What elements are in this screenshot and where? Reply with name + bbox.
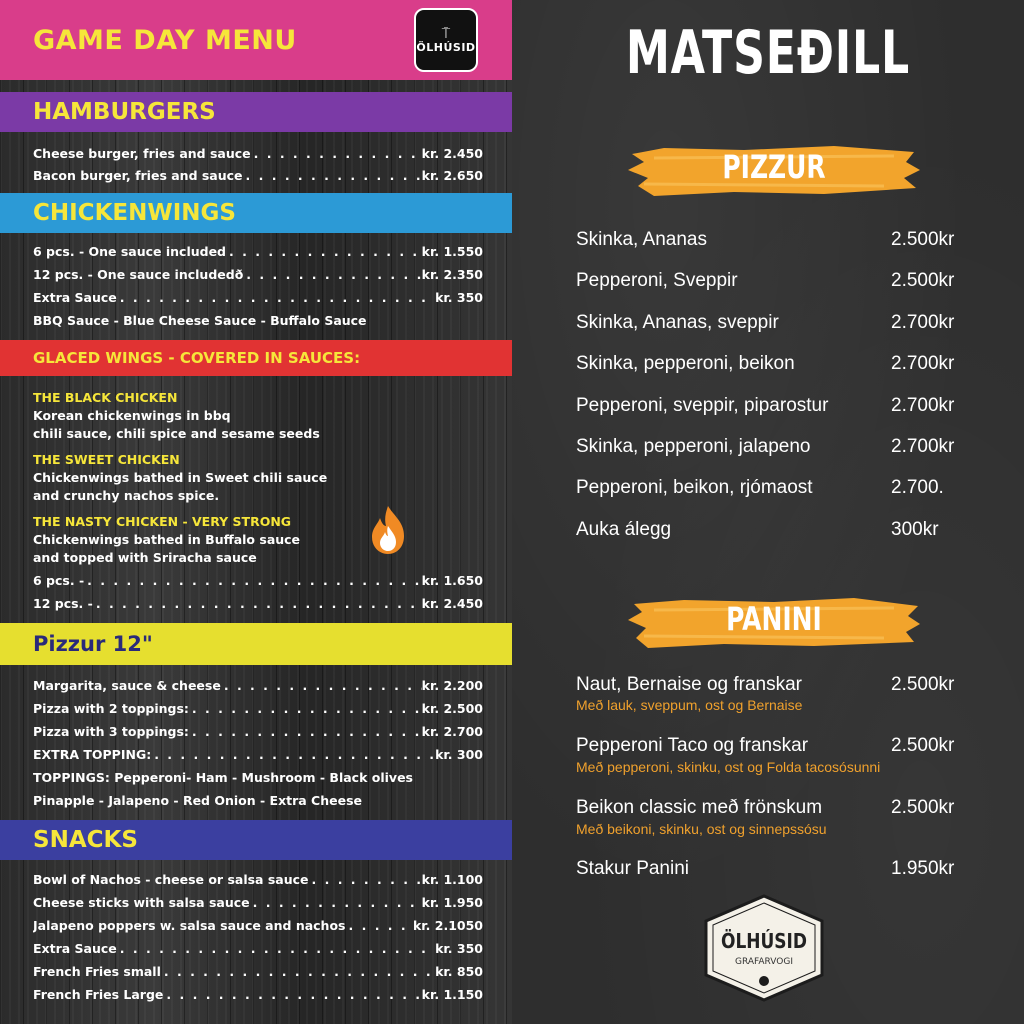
section-pizza-heading: Pizzur 12" xyxy=(0,623,512,665)
sweet-chicken-title: THE SWEET CHICKEN xyxy=(33,452,180,467)
section-snacks-heading: SNACKS xyxy=(0,820,512,860)
nasty-chicken-title: THE NASTY CHICKEN - VERY STRONG xyxy=(33,514,292,529)
menu-item: Bacon burger, fries and sauce . . . kr. 2.650 xyxy=(33,168,483,186)
black-chicken-desc: chili sauce, chili spice and sesame seeds xyxy=(33,426,320,441)
menu-item: 12 pcs. - . . . kr. 2.450 xyxy=(33,596,483,614)
sweet-chicken-desc: and crunchy nachos spice. xyxy=(33,488,220,503)
sweet-chicken-desc: Chickenwings bathed in Sweet chili sauce xyxy=(33,470,328,485)
matsedill-panel: MATSEÐILL PIZZUR Skinka, Ananas 2.500kr Pepperoni, Sveppir 2.500kr Skinka, Ananas, sveppir 2.700kr Skinka, pepperoni, beikon 2.700kr Pepperoni, sveppir, piparostur 2.700kr Skinka, pepperoni, jalapeno 2.700kr Pepperoni, beikon, rjómaost 2.700. Auka álegg 300kr PANINI Naut, Bernaise og franskar 2.500kr Með lauk, sveppum, ost og Bernaise Pepperoni Taco og franskar 2.500kr Með pepperoni, skinku, ost og Folda tacosósunni Beikon classic með frönskum 2.500kr Með beikoni, skinku, ost og sinnepssósu Stakur Panini 1.950kr ÖLHÚSID GRAFARVOGI xyxy=(512,0,1024,1024)
menu-item: French Fries Large . . . kr. 1.150 xyxy=(33,987,483,1005)
logo-text: ÖLHÚSID xyxy=(720,929,807,953)
menu-item: EXTRA TOPPING: . . . kr. 300 xyxy=(33,747,483,765)
menu-item: Extra Sauce . . . kr. 350 xyxy=(33,290,483,308)
section-hamburgers-heading: HAMBURGERS xyxy=(0,92,512,132)
item-description: Með pepperoni, skinku, ost og Folda tacosósunni xyxy=(576,759,881,775)
page-title: GAME DAY MENU xyxy=(33,24,297,56)
olhusid-logo: ⍑ ÖLHÚSID xyxy=(414,8,478,72)
tap-icon: ⍑ xyxy=(441,25,451,42)
section-panini-heading: PANINI xyxy=(726,600,822,638)
menu-item: Pizza with 2 toppings: . . . kr. 2.500 xyxy=(33,701,483,719)
menu-item: 12 pcs. - One sauce includedð . . . kr. 2.350 xyxy=(33,267,483,285)
nasty-chicken-desc: Chickenwings bathed in Buffalo sauce xyxy=(33,532,301,547)
section-glaced-wings-heading: GLACED WINGS - COVERED IN SAUCES: xyxy=(0,340,512,376)
menu-item: Extra Sauce . . . kr. 350 xyxy=(33,941,483,959)
menu-item: Bowl of Nachos - cheese or salsa sauce . . . kr. 1.100 xyxy=(33,872,483,890)
toppings-list: Pinapple - Jalapeno - Red Onion - Extra Cheese xyxy=(33,793,363,808)
black-chicken-desc: Korean chickenwings in bbq xyxy=(33,408,231,423)
menu-item: Cheese burger, fries and sauce . . . kr. 2.450 xyxy=(33,146,483,164)
section-pizzur-heading: PIZZUR xyxy=(722,148,826,186)
menu-item: French Fries small . . . kr. 850 xyxy=(33,964,483,982)
menu-item: Margarita, sauce & cheese . . . kr. 2.200 xyxy=(33,678,483,696)
item-description: Með lauk, sveppum, ost og Bernaise xyxy=(576,697,803,713)
menu-item: Cheese sticks with salsa sauce . . . kr. 1.950 xyxy=(33,895,483,913)
menu-item: Jalapeno poppers w. salsa sauce and nachos . . . kr. 2.1050 xyxy=(33,918,483,936)
item-description: Með beikoni, skinku, ost og sinnepssósu xyxy=(576,821,827,837)
menu-item: 6 pcs. - . . . kr. 1.650 xyxy=(33,573,483,591)
toppings-list: TOPPINGS: Pepperoni- Ham - Mushroom - Black olives xyxy=(33,770,413,785)
matsedill-title: MATSEÐILL xyxy=(625,18,911,88)
menu-item: 6 pcs. - One sauce included . . . kr. 1.550 xyxy=(33,244,483,262)
menu-item: Pizza with 3 toppings: . . . kr. 2.700 xyxy=(33,724,483,742)
section-chickenwings-heading: CHICKENWINGS xyxy=(0,193,512,233)
black-chicken-title: THE BLACK CHICKEN xyxy=(33,390,178,405)
logo-subtext: GRAFARVOGI xyxy=(735,957,793,967)
nasty-chicken-desc: and topped with Sriracha sauce xyxy=(33,550,257,565)
fire-icon xyxy=(368,504,408,556)
sauce-list: BBQ Sauce - Blue Cheese Sauce - Buffalo Sauce xyxy=(33,313,367,328)
